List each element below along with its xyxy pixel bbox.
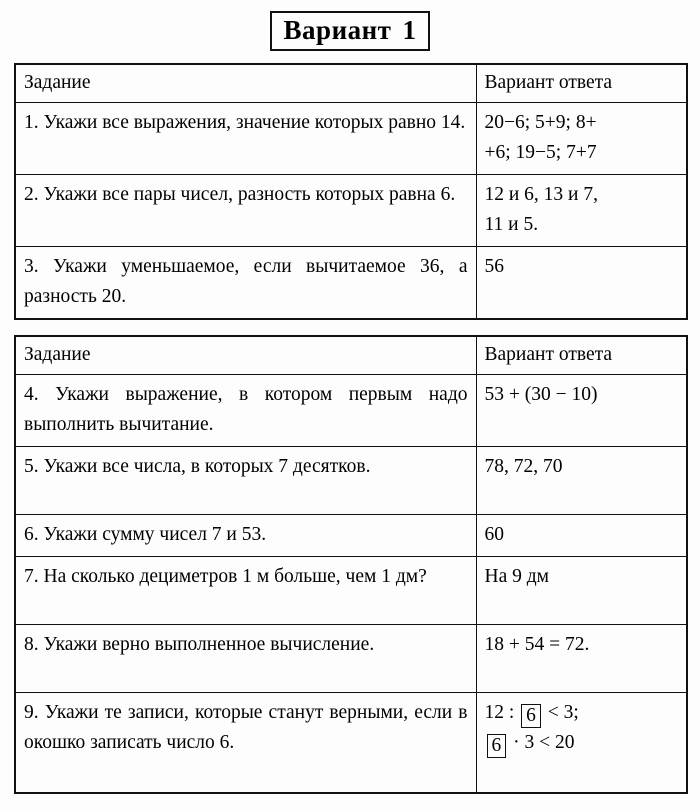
answer-line: 78, 72, 70 (484, 456, 563, 477)
table-row (15, 625, 687, 693)
answer-text (477, 557, 687, 598)
answer-line: 60 (484, 524, 504, 545)
answer-text (477, 447, 687, 488)
answer-text (477, 175, 687, 246)
answer-line: 12 и 6, 13 и 7, (484, 184, 598, 205)
table-row (15, 247, 687, 320)
table-row (15, 103, 687, 175)
task-text: 5. Укажи все числа, в которых 7 десятков. (24, 456, 371, 477)
variant-title-box (270, 11, 431, 51)
table-header-row (15, 64, 687, 103)
page-title (0, 11, 700, 51)
header-answer: Вариант ответа (484, 72, 613, 93)
answer-text (477, 515, 687, 556)
task-text: 2. Укажи все пары чисел, разность которых равна 6. (24, 184, 456, 205)
boxed-number: 6 (487, 734, 507, 758)
answer-line (485, 698, 679, 728)
table-header-row (15, 336, 687, 375)
answer-prefix: 12 : (484, 702, 515, 723)
answer-text (477, 625, 687, 666)
table-row (15, 447, 687, 515)
table-row (15, 515, 687, 557)
answer-line: 20−6; 5+9; 8+ (484, 112, 597, 133)
header-task: Задание (24, 344, 91, 365)
task-text: 7. На сколько дециметров 1 м больше, чем 1 дм? (24, 566, 427, 587)
table-row (15, 175, 687, 247)
answer-text (477, 375, 687, 416)
answer-line: 11 и 5. (484, 214, 539, 235)
task-text: 6. Укажи сумму чисел 7 и 53. (24, 524, 267, 545)
header-answer: Вариант ответа (484, 344, 613, 365)
tasks-table-2 (14, 335, 688, 794)
variant-label: Вариант (283, 15, 392, 45)
answer-text-boxed (477, 693, 687, 764)
task-text: 8. Укажи верно выполненное вычисление. (24, 634, 375, 655)
answer-suffix: · 3 < 20 (513, 732, 575, 753)
answer-line: На 9 дм (484, 566, 549, 587)
variant-number: 1 (402, 15, 417, 45)
table-row (15, 375, 687, 447)
tasks-table-1 (14, 63, 688, 320)
answer-line: 18 + 54 = 72. (484, 634, 590, 655)
task-text: 1. Укажи все выражения, значение которых равно 14. (24, 112, 466, 133)
answer-text (477, 247, 687, 288)
task-text: 3. Укажи уменьшаемое, если вычитаемое 36, а разность 20. (24, 256, 468, 307)
answer-line (485, 728, 679, 758)
table-row (15, 693, 687, 793)
answer-line: +6; 19−5; 7+7 (484, 142, 597, 163)
answer-suffix: < 3; (547, 702, 579, 723)
task-text: 4. Укажи выражение, в котором первым надо выполнить вычитание. (24, 384, 468, 435)
boxed-number: 6 (521, 704, 541, 728)
answer-line: 56 (484, 256, 504, 277)
answer-line: 53 + (30 − 10) (484, 384, 598, 405)
table-row (15, 557, 687, 625)
task-text: 9. Укажи те записи, которые станут верными, если в окошко записать число 6. (24, 702, 468, 753)
answer-text (477, 103, 687, 174)
header-task: Задание (24, 72, 91, 93)
